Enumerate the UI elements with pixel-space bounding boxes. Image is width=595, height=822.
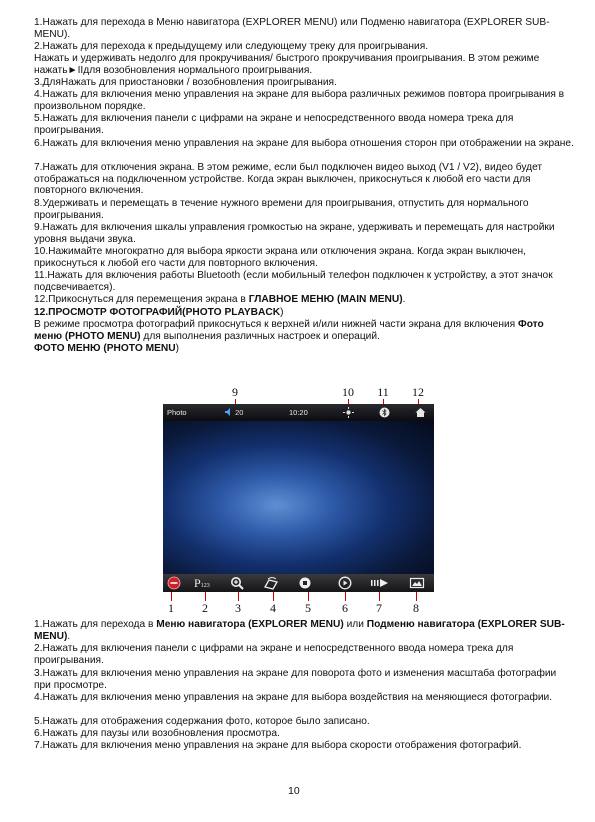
leader-5 — [308, 592, 309, 601]
leader-3 — [238, 592, 239, 601]
callout-4: 4 — [270, 601, 276, 615]
photo-item-5: 5.Нажать для отображения содержания фото, которое было записано. — [34, 716, 370, 727]
photo-item-7: 7.Нажать для включения меню управления на экране для выбора скорости отображения фотографий. — [34, 740, 522, 751]
rotate-icon[interactable] — [263, 576, 279, 590]
callout-10: 10 — [342, 385, 354, 399]
callout-11: 11 — [377, 385, 389, 399]
brightness-icon[interactable] — [343, 407, 354, 418]
photo-item-2: 2.Нажать для включения панели с цифрами на экране и непосредственного ввода номера трека для проигрывания. — [34, 643, 514, 666]
photo-menu-heading: ФОТО МЕНЮ (PHOTO MENU) — [34, 343, 179, 354]
item-2-note: Нажать и удерживать недолго для прокручивания/ быстрого прокручивания проигрывания. В этом режиме нажать►IIдля возобновления нормального проигрывания. — [34, 53, 540, 76]
item-9: 9.Нажать для включения шкалы управления громкостью на экране, удерживать и перемещать для настройки уровня выдачи звука. — [34, 222, 555, 245]
callout-6: 6 — [342, 601, 348, 615]
item-6: 6.Нажать для включения меню управления на экране для выбора отношения сторон при отображении на экране. — [34, 138, 574, 149]
item-8: 8.Удерживать и перемещать в течение нужного времени для проигрывания, отпустить для нормального проигрывания. — [34, 198, 529, 221]
section-title: 12.ПРОСМОТР ФОТОГРАФИЙ(PHOTO PLAYBACK) — [34, 307, 284, 318]
item-10: 10.Нажимайте многократно для выбора яркости экрана или отключения экрана. Когда экран выключен, прикоснуться к любой его части для повторного включения. — [34, 246, 526, 269]
item-5: 5.Нажать для включения панели с цифрами на экране и непосредственного ввода номера трека для проигрывания. — [34, 113, 514, 136]
leader-2 — [205, 592, 206, 601]
item-4: 4.Нажать для включения меню управления на экране для выбора различных режимов повтора проигрывания в произвольном порядке. — [34, 89, 565, 112]
leader-6 — [345, 592, 346, 601]
item-1: 1.Нажать для перехода в Меню навигатора (EXPLORER MENU) или Подменю навигатора (EXPLORER SUB-MENU). — [34, 17, 550, 40]
back-icon[interactable] — [166, 576, 182, 590]
leader-7 — [379, 592, 380, 601]
screen-title: Photo — [167, 408, 187, 417]
item-12: 12.Прикоснуться для перемещения экрана в ГЛАВНОЕ МЕНЮ (MAIN MENU). — [34, 294, 406, 305]
status-bar[interactable] — [163, 404, 434, 421]
speed-icon[interactable] — [370, 576, 390, 590]
photo-item-3: 3.Нажать для включения меню управления на экране для поворота фото и изменения масштаба фотографии при просмотре. — [34, 668, 557, 691]
item-3: 3.ДляНажать для приостановки / возобновления проигрывания. — [34, 77, 337, 88]
zoom-icon[interactable] — [229, 576, 245, 590]
bluetooth-icon[interactable] — [379, 407, 390, 418]
page-number: 10 — [288, 785, 300, 797]
control-bar — [163, 574, 434, 592]
photo-item-6: 6.Нажать для паузы или возобновления просмотра. — [34, 728, 280, 739]
play-pause-icon[interactable] — [337, 576, 353, 590]
callout-9: 9 — [232, 385, 238, 399]
photo-view[interactable] — [163, 421, 434, 574]
item-11: 11.Нажать для включения работы Bluetooth (если мобильный телефон подключен к устройству, а этот значок подсвечивается). — [34, 270, 553, 293]
callout-8: 8 — [413, 601, 419, 615]
home-icon[interactable] — [415, 407, 426, 418]
callout-3: 3 — [235, 601, 241, 615]
callout-5: 5 — [305, 601, 311, 615]
leader-8 — [416, 592, 417, 601]
volume-icon — [225, 408, 233, 416]
leader-1 — [171, 592, 172, 601]
callout-2: 2 — [202, 601, 208, 615]
volume-value: 20 — [235, 408, 244, 417]
volume-control[interactable] — [225, 408, 243, 417]
photo-screen — [163, 404, 434, 592]
callout-1: 1 — [168, 601, 174, 615]
clock: 10:20 — [289, 408, 308, 417]
leader-4 — [273, 592, 274, 601]
photo-item-4: 4.Нажать для включения меню управления на экране для выбора воздействия на меняющиеся фотографии. — [34, 692, 553, 703]
stop-icon[interactable] — [297, 576, 313, 590]
section-intro: В режиме просмотра фотографий прикоснуться к верхней и/или нижней части экрана для включения Фото меню (PHOTO MENU) для выполнения различных настроек и операций. — [34, 319, 544, 342]
callout-7: 7 — [376, 601, 382, 615]
numeric-pad-icon[interactable]: P123 — [194, 576, 210, 590]
callout-12: 12 — [412, 385, 424, 399]
item-7: 7.Нажать для отключения экрана. В этом режиме, если был подключен видео выход (V1 / V2), видео будет отображаться на подключенном устройстве. Когда экран выключен, прикоснуться к любой его части для повторного включения. — [34, 162, 543, 196]
slideshow-effect-icon[interactable] — [409, 576, 425, 590]
photo-item-1: 1.Нажать для перехода в Меню навигатора (EXPLORER MENU) или Подменю навигатора (EXPLORER SUB-MENU). — [34, 619, 565, 642]
item-2: 2.Нажать для перехода к предыдущему или следующему треку для проигрывания. — [34, 41, 429, 52]
